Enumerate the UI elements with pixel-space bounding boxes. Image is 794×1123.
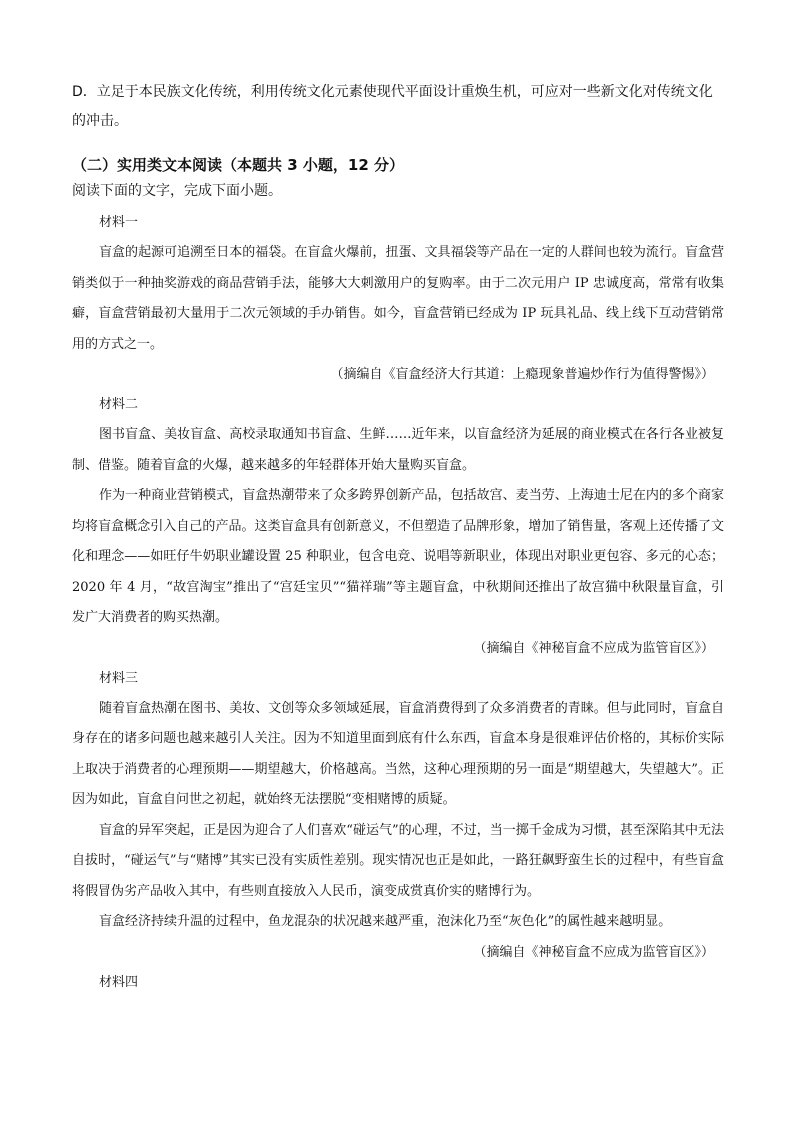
section-title: （二）实用类文本阅读（本题共 3 小题，12 分） xyxy=(72,156,404,174)
material-paragraph: 盲盒的异军突起，正是因为迎合了人们喜欢“碰运气”的心理，不过，当一掷千金成为习惯，甚至深陷其中无法自拔时，“碰运气”与“赌博”其实已没有实质性差别。现实情况也正是如此，一路狂飙野蛮生长的过程中，有些盲盒将假冒伪劣产品收入其中，有些则直接放入人民币，演变成赏真价实的赌博行为。 xyxy=(72,822,724,899)
material-paragraph: 图书盲盒、美妆盲盒、高校录取通知书盲盒、生鲜……近年来，以盲盒经济为延展的商业模式在各行各业被复制、借鉴。随着盲盒的火爆，越来越多的年轻群体开始大量购买盲盒。 xyxy=(72,427,724,473)
material-source: （摘编自《神秘盲盒不应成为监管盲区》） xyxy=(473,640,714,656)
material-source: （摘编自《神秘盲盒不应成为监管盲区》） xyxy=(473,944,714,960)
document-page xyxy=(72,78,724,998)
material-label: 材料四 xyxy=(99,974,139,990)
material-label: 材料二 xyxy=(99,397,139,412)
material-source: （摘编自《盲盒经济大行其道：上瘾现象普遍炒作行为值得警惕》） xyxy=(330,367,714,382)
material-1 xyxy=(72,208,724,390)
material-paragraph: 盲盒的起源可追溯至日本的福袋。在盲盒火爆前，扭蛋、文具福袋等产品在一定的人群间也较为流行。盲盒营销类似于一种抽奖游戏的商品营销手法，能够大大刺激用户的复购率。由于二次元用户 IP 忠诚度高，常常有收集癖，盲盒营销最初大量用于二次元领域的手办销售。如今，盲盒营销已经成为 IP 玩具礼品、线上线下互动营销常用的方式之一。 xyxy=(72,245,724,352)
material-label: 材料一 xyxy=(99,215,139,230)
material-paragraph: 盲盒经济持续升温的过程中，鱼龙混杂的状况越来越严重，泡沫化乃至“灰色化”的属性越来越明显。 xyxy=(99,914,672,929)
material-label: 材料三 xyxy=(99,670,139,686)
section-instruction: 阅读下面的文字，完成下面小题。 xyxy=(72,183,282,199)
material-paragraph: 随着盲盒热潮在图书、美妆、文创等众多领域延展，盲盒消费得到了众多消费者的青睐。但与此同时，盲盒自身存在的诸多问题也越来越引人关注。因为不知道里面到底有什么东西，盲盒本身是很难评估价格的，其标价实际上取决于消费者的心理预期——期望越大，价格越高。当然，这种心理预期的另一面是“期望越大，失望越大”。正因为如此，盲盒自问世之初起，就始终无法摆脱“变相赌博的质疑。 xyxy=(72,700,724,807)
option-d: D．立足于本民族文化传统，利用传统文化元素使现代平面设计重焕生机，可应对一些新文化对传统文化的冲击。 xyxy=(72,84,713,129)
material-4 xyxy=(72,968,724,998)
material-3 xyxy=(72,664,724,968)
material-2 xyxy=(72,390,724,664)
material-paragraph: 作为一种商业营销模式，盲盒热潮带来了众多跨界创新产品，包括故宫、麦当劳、上海迪士尼在内的多个商家均将盲盒概念引入自己的产品。这类盲盒具有创新意义，不但塑造了品牌形象，增加了销售量，客观上还传播了文化和理念——如旺仔牛奶职业罐设置 25 种职业，包含电竞、说唱等新职业，体现出对职业更包容、多元的心态；2020 年 4 月，“故宫淘宝”推出了“宫廷宝贝”“猫祥瑞”等主题盲盒，中秋期间还推出了故宫猫中秋限量盲盒，引发广大消费者的购买热潮。 xyxy=(72,488,724,625)
